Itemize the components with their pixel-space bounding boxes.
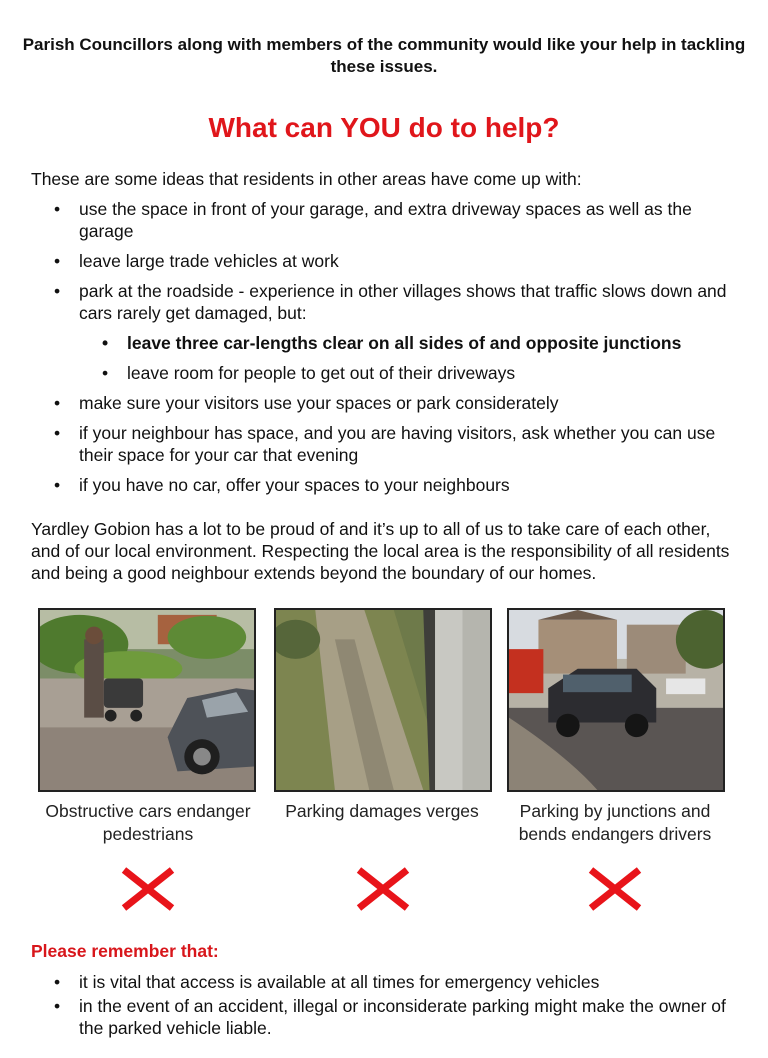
photo-damaged-verge [274, 608, 492, 792]
sub-ideas-list [79, 332, 741, 384]
photo-caption: Obstructive cars endanger pedestrians [45, 801, 251, 844]
photo-caption: Parking damages verges [285, 801, 479, 821]
remember-item: • in the event of an accident, illegal or inconsiderate parking might make the owner of the parked vehicle liable. [31, 995, 741, 1039]
idea-item: • if you have no car, offer your spaces to your neighbours [31, 474, 741, 496]
photo-caption: Parking by junctions and bends endangers drivers [518, 801, 712, 844]
community-paragraph: Yardley Gobion has a lot to be proud of and it’s up to all of us to take care of each other, and of our local environment. Respecting the local area is the responsibility of all residents and being a good neighbour extends beyond the boundary of our homes. [31, 519, 730, 583]
ideas-lead: These are some ideas that residents in other areas have come up with: [31, 169, 582, 189]
headline: What can YOU do to help? [208, 112, 560, 143]
sub-idea-item: • leave room for people to get out of their driveways [79, 362, 741, 384]
sub-idea-item: • leave three car-lengths clear on all sides of and opposite junctions [79, 332, 741, 354]
remember-item: • it is vital that access is available at all times for emergency vehicles [31, 971, 741, 993]
idea-item: • leave large trade vehicles at work [31, 250, 741, 272]
idea-item: • make sure your visitors use your spaces or park considerately [31, 392, 741, 414]
photo-obstructive-car [38, 608, 256, 792]
cross-icon [587, 866, 643, 912]
idea-item-roadside [31, 280, 741, 384]
idea-item: • use the space in front of your garage, and extra driveway spaces as well as the garage [31, 198, 741, 242]
remember-heading: Please remember that: [31, 941, 219, 961]
intro-text: Parish Councillors along with members of the community would like your help in tackling these issues. [22, 35, 746, 76]
cross-icon [120, 866, 176, 912]
idea-item-text: park at the roadside - experience in other villages shows that traffic slows down and cars rarely get damaged, but: [79, 281, 727, 323]
idea-item: • if your neighbour has space, and you are having visitors, ask whether you can use their space for your car that evening [31, 422, 741, 466]
ideas-list [31, 198, 741, 504]
remember-list [31, 971, 741, 1041]
cross-icon [355, 866, 411, 912]
photo-junction-parking [507, 608, 725, 792]
